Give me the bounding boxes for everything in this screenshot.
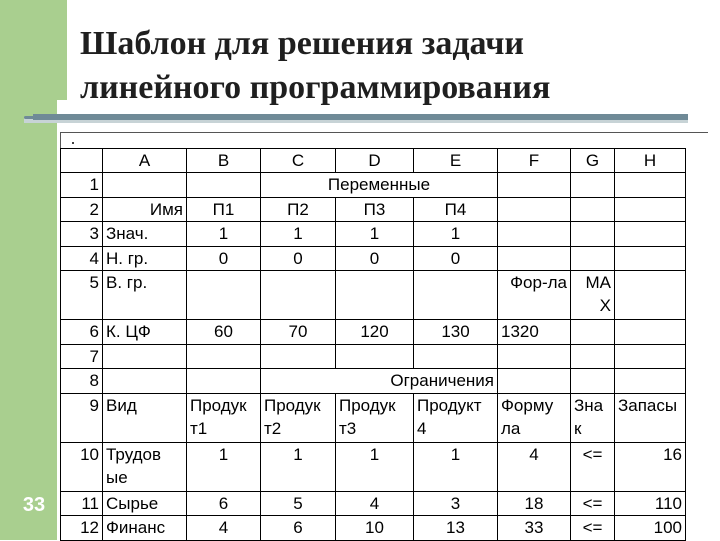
cell bbox=[498, 222, 571, 246]
slide-title: Шаблон для решения задачи линейного программирования bbox=[80, 25, 551, 106]
cell: 100 bbox=[615, 516, 686, 540]
column-header-row bbox=[61, 149, 686, 173]
cell: <= bbox=[571, 442, 615, 491]
title-rule-cap bbox=[24, 116, 36, 119]
column-header-e: E bbox=[414, 149, 498, 173]
cell: 0 bbox=[414, 246, 498, 270]
slide-number: 33 bbox=[22, 494, 46, 516]
cell: К. ЦФ bbox=[103, 319, 187, 344]
cell: Вид bbox=[103, 393, 187, 442]
cell bbox=[571, 222, 615, 246]
title-rule bbox=[33, 114, 688, 120]
cell bbox=[498, 173, 571, 197]
cell: 16 bbox=[615, 442, 686, 491]
cell: 1320 bbox=[498, 319, 571, 344]
row-number: 11 bbox=[61, 491, 103, 515]
column-header-d: D bbox=[336, 149, 414, 173]
column-header-h: H bbox=[615, 149, 686, 173]
cell: Форму ла bbox=[498, 393, 571, 442]
cell bbox=[187, 270, 261, 319]
cell: Продук т1 bbox=[187, 393, 261, 442]
cell: 1 bbox=[414, 442, 498, 491]
cell bbox=[187, 344, 261, 368]
column-header-b: B bbox=[187, 149, 261, 173]
cell: 18 bbox=[498, 491, 571, 515]
section-label-variables: Переменные bbox=[261, 173, 498, 197]
table-row bbox=[61, 393, 686, 442]
cell: <= bbox=[571, 491, 615, 515]
cell bbox=[571, 369, 615, 393]
cell bbox=[571, 173, 615, 197]
table-row bbox=[61, 246, 686, 270]
cell: 6 bbox=[261, 516, 336, 540]
cell bbox=[571, 197, 615, 221]
cell: 1 bbox=[414, 222, 498, 246]
cell: 120 bbox=[336, 319, 414, 344]
cell: Трудов ые bbox=[103, 442, 187, 491]
cell: 4 bbox=[336, 491, 414, 515]
cell: П3 bbox=[336, 197, 414, 221]
cell: Продук т2 bbox=[261, 393, 336, 442]
cell bbox=[571, 246, 615, 270]
sheet-corner-dot bbox=[72, 142, 74, 144]
cell bbox=[103, 369, 187, 393]
cell: 1 bbox=[261, 222, 336, 246]
cell bbox=[615, 270, 686, 319]
column-header-f: F bbox=[498, 149, 571, 173]
cell: Н. гр. bbox=[103, 246, 187, 270]
cell: <= bbox=[571, 516, 615, 540]
row-number: 3 bbox=[61, 222, 103, 246]
cell: 130 bbox=[414, 319, 498, 344]
cell: Продук т3 bbox=[336, 393, 414, 442]
cell: 0 bbox=[336, 246, 414, 270]
cell bbox=[261, 270, 336, 319]
row-number: 5 bbox=[61, 270, 103, 319]
cell bbox=[615, 344, 686, 368]
cell: П2 bbox=[261, 197, 336, 221]
cell: 4 bbox=[187, 516, 261, 540]
cell bbox=[498, 197, 571, 221]
table-row bbox=[61, 369, 686, 393]
cell bbox=[103, 173, 187, 197]
cell: 1 bbox=[187, 222, 261, 246]
cell bbox=[336, 270, 414, 319]
cell: 1 bbox=[336, 222, 414, 246]
cell bbox=[615, 246, 686, 270]
cell bbox=[498, 246, 571, 270]
lp-template-table bbox=[60, 148, 686, 541]
cell: Знач. bbox=[103, 222, 187, 246]
cell: Запасы bbox=[615, 393, 686, 442]
cell: 5 bbox=[261, 491, 336, 515]
table-row bbox=[61, 173, 686, 197]
cell bbox=[187, 173, 261, 197]
row-number: 6 bbox=[61, 319, 103, 344]
cell: 0 bbox=[261, 246, 336, 270]
cell: П1 bbox=[187, 197, 261, 221]
cell: 33 bbox=[498, 516, 571, 540]
cell: В. гр. bbox=[103, 270, 187, 319]
table-row bbox=[61, 319, 686, 344]
row-number: 4 bbox=[61, 246, 103, 270]
row-number: 9 bbox=[61, 393, 103, 442]
cell: 4 bbox=[498, 442, 571, 491]
cell bbox=[571, 319, 615, 344]
row-number: 12 bbox=[61, 516, 103, 540]
column-header-g: G bbox=[571, 149, 615, 173]
cell bbox=[615, 369, 686, 393]
cell bbox=[498, 369, 571, 393]
cell: 110 bbox=[615, 491, 686, 515]
cell: 1 bbox=[336, 442, 414, 491]
column-header-c: C bbox=[261, 149, 336, 173]
row-number: 7 bbox=[61, 344, 103, 368]
header-corner bbox=[61, 149, 103, 173]
green-side-strip bbox=[0, 100, 57, 540]
cell: 3 bbox=[414, 491, 498, 515]
cell: МА Х bbox=[571, 270, 615, 319]
section-label-constraints: Ограничения bbox=[261, 369, 498, 393]
cell bbox=[615, 222, 686, 246]
cell: 60 bbox=[187, 319, 261, 344]
table-row bbox=[61, 222, 686, 246]
cell: 1 bbox=[261, 442, 336, 491]
cell bbox=[414, 344, 498, 368]
cell: Имя bbox=[103, 197, 187, 221]
cell: 10 bbox=[336, 516, 414, 540]
row-number: 1 bbox=[61, 173, 103, 197]
cell bbox=[615, 319, 686, 344]
table-row bbox=[61, 344, 686, 368]
cell: Фор-ла bbox=[498, 270, 571, 319]
cell: Сырье bbox=[103, 491, 187, 515]
cell bbox=[103, 344, 187, 368]
cell: Финанс bbox=[103, 516, 187, 540]
cell: 6 bbox=[187, 491, 261, 515]
table-row bbox=[61, 442, 686, 491]
cell bbox=[615, 197, 686, 221]
cell bbox=[615, 173, 686, 197]
row-number: 2 bbox=[61, 197, 103, 221]
cell: 70 bbox=[261, 319, 336, 344]
table-row bbox=[61, 197, 686, 221]
cell: Зна к bbox=[571, 393, 615, 442]
table-row bbox=[61, 516, 686, 540]
cell: П4 bbox=[414, 197, 498, 221]
cell bbox=[498, 344, 571, 368]
cell: 1 bbox=[187, 442, 261, 491]
row-number: 8 bbox=[61, 369, 103, 393]
cell bbox=[187, 369, 261, 393]
table-row bbox=[61, 491, 686, 515]
cell: 13 bbox=[414, 516, 498, 540]
row-number: 10 bbox=[61, 442, 103, 491]
column-header-a: A bbox=[103, 149, 187, 173]
cell: Продукт 4 bbox=[414, 393, 498, 442]
table-row bbox=[61, 270, 686, 319]
cell bbox=[414, 270, 498, 319]
cell bbox=[571, 344, 615, 368]
cell bbox=[336, 344, 414, 368]
cell: 0 bbox=[187, 246, 261, 270]
cell bbox=[261, 344, 336, 368]
